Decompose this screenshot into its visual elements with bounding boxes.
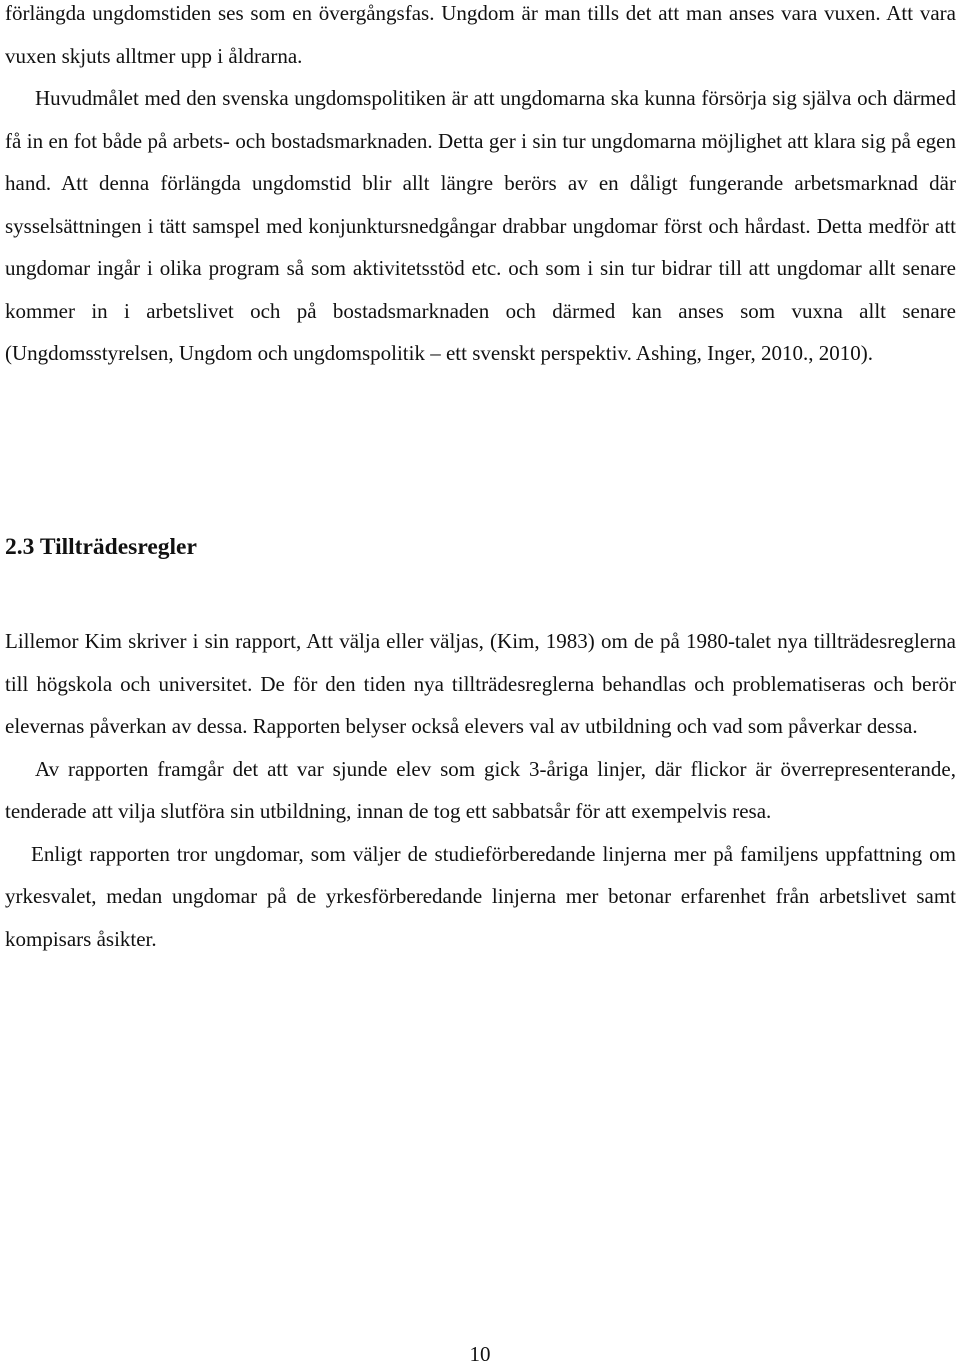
paragraph-youth-policy: Huvudmålet med den svenska ungdomspolitiken är att ungdomarna ska kunna försörja sig själva och därmed få in en fot både på arbets- och bostadsmarknaden. Detta ger i sin tur ungdomarna möjlighet att klara sig på egen hand. Att denna förlängda ungdomstid blir allt längre berörs av en dåligt fungerande arbetsmarknad där sysselsättningen i tätt samspel med konjunktursnedgångar drabbar ungdomar först och hårdast. Detta medför att ungdomar ingår i olika program så som aktivitetsstöd etc. och som i sin tur bidrar till att ungdomar allt senare kommer in i arbetslivet och på bostadsmarknaden och därmed kan anses som vuxna allt senare (Ungdomsstyrelsen, Ungdom och ungdomspolitik – ett svenskt perspektiv. Ashing, Inger, 2010., 2010). [5,86,956,365]
page-number: 10 [469,1342,491,1366]
paragraph-youth-transition: förlängda ungdomstiden ses som en övergångsfas. Ungdom är man tills det att man anses vara vuxen. Att vara vuxen skjuts alltmer upp i åldrarna. [5,1,956,68]
section-heading: 2.3 Tillträdesregler [5,534,197,560]
paragraph-report-conclusion: Enligt rapporten tror ungdomar, som väljer de studieförberedande linjerna mer på familjens uppfattning om yrkesvalet, medan ungdomar på de yrkesförberedande linjerna mer betonar erfarenhet från arbetslivet samt kompisars åsikter. [5,841,956,951]
paragraph-kim-report: Lillemor Kim skriver i sin rapport, Att välja eller väljas, (Kim, 1983) om de på 1980-talet nya tillträdesreglerna till högskola och universitet. De för den tiden nya tillträdesreglerna behandlas och problematiseras och berör elevernas påverkan av dessa. Rapporten belyser också elevers val av utbildning och vad som påverkar dessa. [5,629,956,738]
section-1-text [5,0,956,375]
section-2-text [5,620,956,960]
paragraph-report-findings: Av rapporten framgår det att var sjunde elev som gick 3-åriga linjer, där flickor är överrepresenterande, tenderade att vilja slutföra sin utbildning, innan de tog ett sabbatsår för att exempelvis resa. [5,756,956,823]
